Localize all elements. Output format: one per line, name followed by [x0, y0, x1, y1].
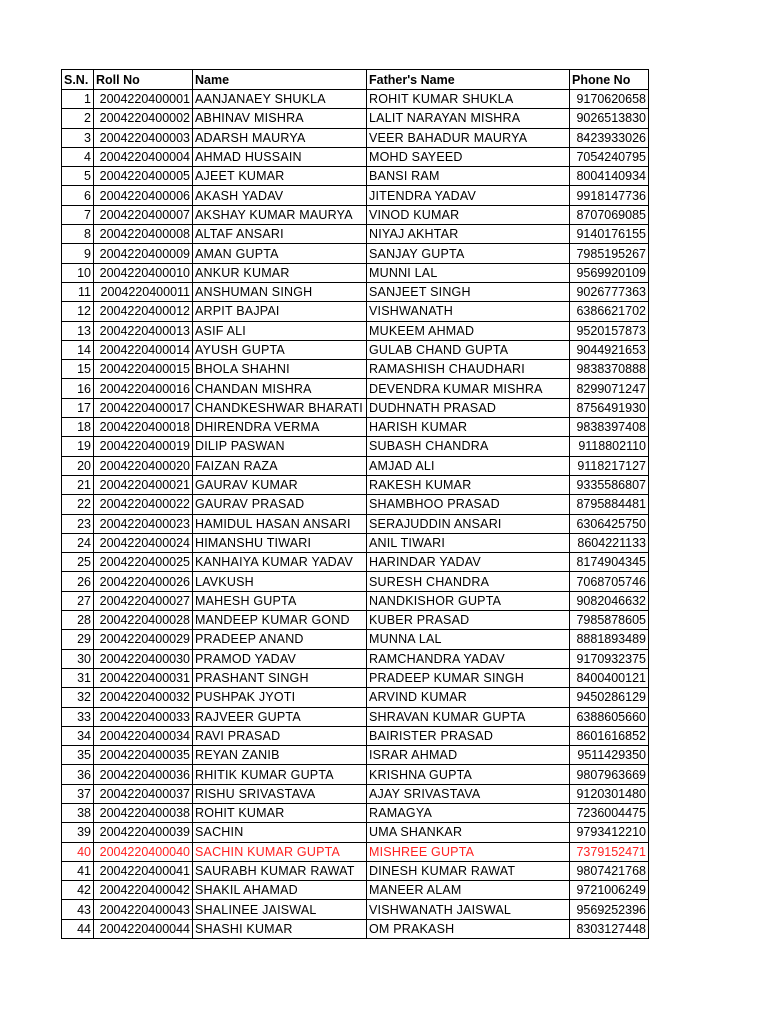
table-row: [62, 495, 649, 514]
name-cell: DILIP PASWAN: [193, 437, 367, 456]
phone-no-cell: 9569252396: [570, 900, 649, 919]
roll-no-cell: 2004220400018: [94, 418, 193, 437]
name-cell: SHALINEE JAISWAL: [193, 900, 367, 919]
fathers-name-cell: DINESH KUMAR RAWAT: [367, 861, 570, 880]
roll-no-cell: 2004220400010: [94, 263, 193, 282]
roll-no-cell: 2004220400044: [94, 919, 193, 938]
roll-no-cell: 2004220400033: [94, 707, 193, 726]
name-cell: SACHIN KUMAR GUPTA: [193, 842, 367, 861]
fathers-name-cell: SUBASH CHANDRA: [367, 437, 570, 456]
sn-cell: 4: [62, 147, 94, 166]
header-sn: S.N.: [62, 70, 94, 90]
sn-cell: 19: [62, 437, 94, 456]
fathers-name-cell: ISRAR AHMAD: [367, 746, 570, 765]
fathers-name-cell: ANIL TIWARI: [367, 533, 570, 552]
phone-no-cell: 9026513830: [570, 109, 649, 128]
table-row: [62, 456, 649, 475]
table-row: [62, 263, 649, 282]
name-cell: LAVKUSH: [193, 572, 367, 591]
name-cell: ASIF ALI: [193, 321, 367, 340]
sn-cell: 3: [62, 128, 94, 147]
fathers-name-cell: VINOD KUMAR: [367, 205, 570, 224]
name-cell: KANHAIYA KUMAR YADAV: [193, 553, 367, 572]
roll-no-cell: 2004220400024: [94, 533, 193, 552]
phone-no-cell: 8795884481: [570, 495, 649, 514]
name-cell: ALTAF ANSARI: [193, 225, 367, 244]
sn-cell: 25: [62, 553, 94, 572]
table-row: [62, 128, 649, 147]
sn-cell: 39: [62, 823, 94, 842]
roll-no-cell: 2004220400019: [94, 437, 193, 456]
sn-cell: 40: [62, 842, 94, 861]
sn-cell: 13: [62, 321, 94, 340]
table-body: [62, 90, 649, 939]
roll-no-cell: 2004220400039: [94, 823, 193, 842]
phone-no-cell: 9511429350: [570, 746, 649, 765]
fathers-name-cell: MUNNI LAL: [367, 263, 570, 282]
fathers-name-cell: SANJAY GUPTA: [367, 244, 570, 263]
sn-cell: 44: [62, 919, 94, 938]
fathers-name-cell: MOHD SAYEED: [367, 147, 570, 166]
name-cell: HIMANSHU TIWARI: [193, 533, 367, 552]
fathers-name-cell: MANEER ALAM: [367, 881, 570, 900]
name-cell: AKSHAY KUMAR MAURYA: [193, 205, 367, 224]
phone-no-cell: 8881893489: [570, 630, 649, 649]
fathers-name-cell: RAMCHANDRA YADAV: [367, 649, 570, 668]
name-cell: AHMAD HUSSAIN: [193, 147, 367, 166]
table-row: [62, 514, 649, 533]
phone-no-cell: 9520157873: [570, 321, 649, 340]
phone-no-cell: 7236004475: [570, 803, 649, 822]
sn-cell: 10: [62, 263, 94, 282]
sn-cell: 23: [62, 514, 94, 533]
sn-cell: 35: [62, 746, 94, 765]
phone-no-cell: 6306425750: [570, 514, 649, 533]
phone-no-cell: 9082046632: [570, 591, 649, 610]
roll-no-cell: 2004220400020: [94, 456, 193, 475]
header-row: [62, 70, 649, 90]
fathers-name-cell: RAMAGYA: [367, 803, 570, 822]
table-row: [62, 688, 649, 707]
name-cell: PRAMOD YADAV: [193, 649, 367, 668]
fathers-name-cell: VISHWANATH: [367, 302, 570, 321]
fathers-name-cell: AJAY SRIVASTAVA: [367, 784, 570, 803]
phone-no-cell: 6388605660: [570, 707, 649, 726]
roll-no-cell: 2004220400006: [94, 186, 193, 205]
roll-no-cell: 2004220400007: [94, 205, 193, 224]
roll-no-cell: 2004220400022: [94, 495, 193, 514]
name-cell: MANDEEP KUMAR GOND: [193, 611, 367, 630]
phone-no-cell: 8004140934: [570, 167, 649, 186]
fathers-name-cell: ARVIND KUMAR: [367, 688, 570, 707]
table-row: [62, 881, 649, 900]
phone-no-cell: 8756491930: [570, 398, 649, 417]
table-row: [62, 147, 649, 166]
fathers-name-cell: NIYAJ AKHTAR: [367, 225, 570, 244]
roll-no-cell: 2004220400027: [94, 591, 193, 610]
name-cell: GAURAV PRASAD: [193, 495, 367, 514]
phone-no-cell: 9838397408: [570, 418, 649, 437]
phone-no-cell: 9170620658: [570, 90, 649, 109]
phone-no-cell: 9793412210: [570, 823, 649, 842]
table-row: [62, 707, 649, 726]
roll-no-cell: 2004220400030: [94, 649, 193, 668]
sn-cell: 24: [62, 533, 94, 552]
table-row: [62, 649, 649, 668]
sn-cell: 2: [62, 109, 94, 128]
name-cell: SAURABH KUMAR RAWAT: [193, 861, 367, 880]
fathers-name-cell: UMA SHANKAR: [367, 823, 570, 842]
phone-no-cell: 9120301480: [570, 784, 649, 803]
sn-cell: 41: [62, 861, 94, 880]
sn-cell: 11: [62, 282, 94, 301]
name-cell: GAURAV KUMAR: [193, 475, 367, 494]
phone-no-cell: 8423933026: [570, 128, 649, 147]
fathers-name-cell: KRISHNA GUPTA: [367, 765, 570, 784]
sn-cell: 1: [62, 90, 94, 109]
roll-no-cell: 2004220400009: [94, 244, 193, 263]
name-cell: ANKUR KUMAR: [193, 263, 367, 282]
name-cell: CHANDAN MISHRA: [193, 379, 367, 398]
table-row: [62, 225, 649, 244]
table-row: [62, 398, 649, 417]
table-row: [62, 803, 649, 822]
fathers-name-cell: JITENDRA YADAV: [367, 186, 570, 205]
name-cell: ADARSH MAURYA: [193, 128, 367, 147]
fathers-name-cell: LALIT NARAYAN MISHRA: [367, 109, 570, 128]
name-cell: AANJANAEY SHUKLA: [193, 90, 367, 109]
table-row: [62, 746, 649, 765]
table-row: [62, 784, 649, 803]
roll-no-cell: 2004220400032: [94, 688, 193, 707]
sn-cell: 14: [62, 340, 94, 359]
name-cell: BHOLA SHAHNI: [193, 360, 367, 379]
fathers-name-cell: SERAJUDDIN ANSARI: [367, 514, 570, 533]
sn-cell: 16: [62, 379, 94, 398]
fathers-name-cell: SHRAVAN KUMAR GUPTA: [367, 707, 570, 726]
sn-cell: 42: [62, 881, 94, 900]
roll-no-cell: 2004220400040: [94, 842, 193, 861]
fathers-name-cell: ROHIT KUMAR SHUKLA: [367, 90, 570, 109]
roll-no-cell: 2004220400001: [94, 90, 193, 109]
roll-no-cell: 2004220400003: [94, 128, 193, 147]
roll-no-cell: 2004220400005: [94, 167, 193, 186]
table-row: [62, 360, 649, 379]
header-name: Name: [193, 70, 367, 90]
table-row: [62, 205, 649, 224]
header-roll-no: Roll No: [94, 70, 193, 90]
roll-no-cell: 2004220400013: [94, 321, 193, 340]
roll-no-cell: 2004220400008: [94, 225, 193, 244]
table-row: [62, 475, 649, 494]
name-cell: MAHESH GUPTA: [193, 591, 367, 610]
sn-cell: 43: [62, 900, 94, 919]
roll-no-cell: 2004220400038: [94, 803, 193, 822]
sn-cell: 30: [62, 649, 94, 668]
name-cell: AMAN GUPTA: [193, 244, 367, 263]
table-row: [62, 167, 649, 186]
header-phone-no: Phone No: [570, 70, 649, 90]
name-cell: ANSHUMAN SINGH: [193, 282, 367, 301]
sn-cell: 12: [62, 302, 94, 321]
name-cell: AYUSH GUPTA: [193, 340, 367, 359]
phone-no-cell: 8604221133: [570, 533, 649, 552]
sn-cell: 37: [62, 784, 94, 803]
roll-no-cell: 2004220400028: [94, 611, 193, 630]
phone-no-cell: 9335586807: [570, 475, 649, 494]
sn-cell: 18: [62, 418, 94, 437]
table-row: [62, 321, 649, 340]
phone-no-cell: 9721006249: [570, 881, 649, 900]
name-cell: FAIZAN RAZA: [193, 456, 367, 475]
roll-no-cell: 2004220400036: [94, 765, 193, 784]
fathers-name-cell: RAKESH KUMAR: [367, 475, 570, 494]
roll-no-cell: 2004220400034: [94, 726, 193, 745]
roll-no-cell: 2004220400035: [94, 746, 193, 765]
table-row: [62, 109, 649, 128]
fathers-name-cell: OM PRAKASH: [367, 919, 570, 938]
name-cell: AJEET KUMAR: [193, 167, 367, 186]
name-cell: REYAN ZANIB: [193, 746, 367, 765]
roll-no-cell: 2004220400012: [94, 302, 193, 321]
name-cell: PRADEEP ANAND: [193, 630, 367, 649]
phone-no-cell: 9118217127: [570, 456, 649, 475]
name-cell: SHASHI KUMAR: [193, 919, 367, 938]
fathers-name-cell: RAMASHISH CHAUDHARI: [367, 360, 570, 379]
name-cell: PRASHANT SINGH: [193, 668, 367, 687]
fathers-name-cell: HARISH KUMAR: [367, 418, 570, 437]
fathers-name-cell: SURESH CHANDRA: [367, 572, 570, 591]
sn-cell: 31: [62, 668, 94, 687]
phone-no-cell: 9170932375: [570, 649, 649, 668]
table-row: [62, 533, 649, 552]
roll-no-cell: 2004220400026: [94, 572, 193, 591]
name-cell: PUSHPAK JYOTI: [193, 688, 367, 707]
roll-no-cell: 2004220400043: [94, 900, 193, 919]
name-cell: ARPIT BAJPAI: [193, 302, 367, 321]
table-row: [62, 765, 649, 784]
sn-cell: 9: [62, 244, 94, 263]
phone-no-cell: 7068705746: [570, 572, 649, 591]
phone-no-cell: 9450286129: [570, 688, 649, 707]
fathers-name-cell: BANSI RAM: [367, 167, 570, 186]
phone-no-cell: 7985878605: [570, 611, 649, 630]
table-row: [62, 823, 649, 842]
table-row: [62, 379, 649, 398]
fathers-name-cell: MISHREE GUPTA: [367, 842, 570, 861]
sn-cell: 8: [62, 225, 94, 244]
roll-no-cell: 2004220400037: [94, 784, 193, 803]
sn-cell: 27: [62, 591, 94, 610]
phone-no-cell: 6386621702: [570, 302, 649, 321]
sn-cell: 38: [62, 803, 94, 822]
roll-no-cell: 2004220400017: [94, 398, 193, 417]
table-row: [62, 611, 649, 630]
table-row: [62, 842, 649, 861]
roll-no-cell: 2004220400021: [94, 475, 193, 494]
name-cell: RHITIK KUMAR GUPTA: [193, 765, 367, 784]
name-cell: AKASH YADAV: [193, 186, 367, 205]
phone-no-cell: 9569920109: [570, 263, 649, 282]
phone-no-cell: 8174904345: [570, 553, 649, 572]
student-list-table: [61, 69, 649, 939]
phone-no-cell: 7054240795: [570, 147, 649, 166]
table-row: [62, 668, 649, 687]
table-row: [62, 572, 649, 591]
roll-no-cell: 2004220400023: [94, 514, 193, 533]
phone-no-cell: 7379152471: [570, 842, 649, 861]
fathers-name-cell: VISHWANATH JAISWAL: [367, 900, 570, 919]
table-row: [62, 340, 649, 359]
fathers-name-cell: KUBER PRASAD: [367, 611, 570, 630]
sn-cell: 26: [62, 572, 94, 591]
phone-no-cell: 9118802110: [570, 437, 649, 456]
name-cell: DHIRENDRA VERMA: [193, 418, 367, 437]
roll-no-cell: 2004220400014: [94, 340, 193, 359]
sn-cell: 5: [62, 167, 94, 186]
phone-no-cell: 9026777363: [570, 282, 649, 301]
table-row: [62, 630, 649, 649]
table-row: [62, 591, 649, 610]
roll-no-cell: 2004220400016: [94, 379, 193, 398]
table-row: [62, 90, 649, 109]
sn-cell: 33: [62, 707, 94, 726]
fathers-name-cell: AMJAD ALI: [367, 456, 570, 475]
name-cell: RAJVEER GUPTA: [193, 707, 367, 726]
table-row: [62, 418, 649, 437]
fathers-name-cell: BAIRISTER PRASAD: [367, 726, 570, 745]
header-fathers-name: Father's Name: [367, 70, 570, 90]
fathers-name-cell: SANJEET SINGH: [367, 282, 570, 301]
table-row: [62, 726, 649, 745]
phone-no-cell: 8400400121: [570, 668, 649, 687]
roll-no-cell: 2004220400002: [94, 109, 193, 128]
table-row: [62, 244, 649, 263]
name-cell: ROHIT KUMAR: [193, 803, 367, 822]
roll-no-cell: 2004220400029: [94, 630, 193, 649]
fathers-name-cell: HARINDAR YADAV: [367, 553, 570, 572]
phone-no-cell: 9807421768: [570, 861, 649, 880]
sn-cell: 34: [62, 726, 94, 745]
fathers-name-cell: VEER BAHADUR MAURYA: [367, 128, 570, 147]
table-row: [62, 186, 649, 205]
name-cell: SHAKIL AHAMAD: [193, 881, 367, 900]
fathers-name-cell: GULAB CHAND GUPTA: [367, 340, 570, 359]
phone-no-cell: 8601616852: [570, 726, 649, 745]
roll-no-cell: 2004220400025: [94, 553, 193, 572]
name-cell: SACHIN: [193, 823, 367, 842]
name-cell: RISHU SRIVASTAVA: [193, 784, 367, 803]
fathers-name-cell: NANDKISHOR GUPTA: [367, 591, 570, 610]
roll-no-cell: 2004220400015: [94, 360, 193, 379]
phone-no-cell: 9838370888: [570, 360, 649, 379]
fathers-name-cell: DUDHNATH PRASAD: [367, 398, 570, 417]
phone-no-cell: 9140176155: [570, 225, 649, 244]
sn-cell: 15: [62, 360, 94, 379]
table-row: [62, 861, 649, 880]
fathers-name-cell: PRADEEP KUMAR SINGH: [367, 668, 570, 687]
fathers-name-cell: DEVENDRA KUMAR MISHRA: [367, 379, 570, 398]
table-row: [62, 437, 649, 456]
fathers-name-cell: SHAMBHOO PRASAD: [367, 495, 570, 514]
table-row: [62, 900, 649, 919]
name-cell: RAVI PRASAD: [193, 726, 367, 745]
phone-no-cell: 8707069085: [570, 205, 649, 224]
roll-no-cell: 2004220400042: [94, 881, 193, 900]
table-row: [62, 553, 649, 572]
roll-no-cell: 2004220400041: [94, 861, 193, 880]
sn-cell: 21: [62, 475, 94, 494]
fathers-name-cell: MUKEEM AHMAD: [367, 321, 570, 340]
sn-cell: 6: [62, 186, 94, 205]
phone-no-cell: 8299071247: [570, 379, 649, 398]
phone-no-cell: 9044921653: [570, 340, 649, 359]
sn-cell: 36: [62, 765, 94, 784]
roll-no-cell: 2004220400004: [94, 147, 193, 166]
sn-cell: 32: [62, 688, 94, 707]
fathers-name-cell: MUNNA LAL: [367, 630, 570, 649]
table-row: [62, 302, 649, 321]
name-cell: HAMIDUL HASAN ANSARI: [193, 514, 367, 533]
table-row: [62, 919, 649, 938]
phone-no-cell: 9807963669: [570, 765, 649, 784]
sn-cell: 22: [62, 495, 94, 514]
phone-no-cell: 7985195267: [570, 244, 649, 263]
phone-no-cell: 8303127448: [570, 919, 649, 938]
phone-no-cell: 9918147736: [570, 186, 649, 205]
name-cell: ABHINAV MISHRA: [193, 109, 367, 128]
sn-cell: 17: [62, 398, 94, 417]
sn-cell: 7: [62, 205, 94, 224]
sn-cell: 20: [62, 456, 94, 475]
table-row: [62, 282, 649, 301]
sn-cell: 29: [62, 630, 94, 649]
sn-cell: 28: [62, 611, 94, 630]
roll-no-cell: 2004220400011: [94, 282, 193, 301]
roll-no-cell: 2004220400031: [94, 668, 193, 687]
name-cell: CHANDKESHWAR BHARATI: [193, 398, 367, 417]
